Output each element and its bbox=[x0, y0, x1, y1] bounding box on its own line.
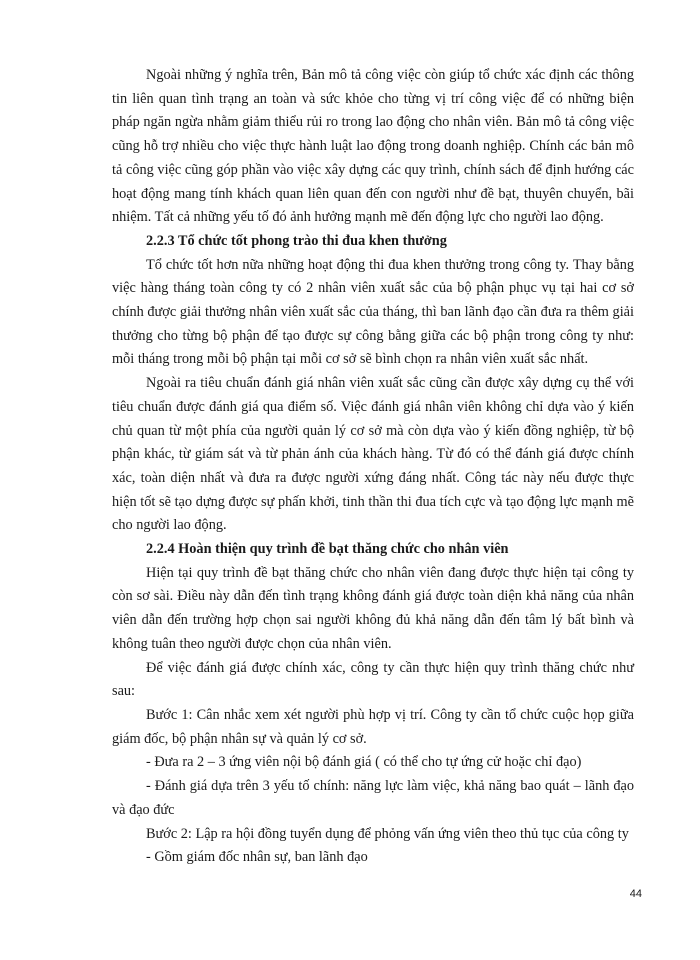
paragraph-promotion-intro: Để việc đánh giá được chính xác, công ty cần thực hiện quy trình thăng chức như sau: bbox=[112, 659, 634, 700]
list-item: - Đưa ra 2 – 3 ứng viên nội bộ đánh giá ( có thể cho tự ứng cử hoặc chỉ đạo) bbox=[146, 754, 582, 771]
paragraph-promotion-current: Hiện tại quy trình đề bạt thăng chức cho nhân viên đang được thực hiện tại công ty còn sơ sài. Điều này dẫn đến tình trạng không đánh giá được toàn diện khả năng của nhân viên dẫn đến trường hợp chọn sai người không đủ khả năng dẫn đến tâm lý bất bình và không tuân theo người được chọn của nhân viên. bbox=[112, 564, 634, 652]
paragraph-step-2: Bước 2: Lập ra hội đồng tuyển dụng để phỏng vấn ứng viên theo thủ tục của công ty bbox=[146, 825, 629, 842]
heading-2-2-3: 2.2.3 Tổ chức tốt phong trào thi đua khen thưởng bbox=[146, 232, 447, 249]
page-number: 44 bbox=[629, 888, 642, 900]
body-text bbox=[112, 64, 634, 870]
list-item: - Gồm giám đốc nhân sự, ban lãnh đạo bbox=[146, 849, 368, 866]
paragraph-job-description: Ngoài những ý nghĩa trên, Bản mô tả công việc còn giúp tổ chức xác định các thông tin liên quan tình trạng an toàn và sức khỏe cho từng vị trí công việc để có những biện pháp ngăn ngừa nhằm giảm thiểu rủi ro trong lao động cho nhân viên. Bản mô tả công việc cũng hỗ trợ nhiều cho việc thực hành luật lao động trong doanh nghiệp. Chính các bản mô tả công việc cũng góp phần vào việc xây dựng các quy trình, chính sách để định hướng các hoạt động mang tính khách quan liên quan đến con người như đề bạt, thuyên chuyển, bãi nhiệm. Tất cả những yếu tố đó ảnh hưởng mạnh mẽ đến động lực cho người lao động. bbox=[112, 67, 634, 226]
list-item: - Đánh giá dựa trên 3 yếu tố chính: năng lực làm việc, khả năng bao quát – lãnh đạo và đạo đức bbox=[112, 778, 634, 818]
paragraph-emulation: Tổ chức tốt hơn nữa những hoạt động thi đua khen thưởng trong công ty. Thay bằng việc hàng tháng toàn công ty có 2 nhân viên xuất sắc của bộ phận phục vụ tại hai cơ sở chính được giải thưởng nhân viên xuất sắc của tháng, thì ban lãnh đạo cần đưa ra thêm giải thưởng cho từng bộ phận để tạo được sự công bằng giữa các bộ phận trong công ty như: mỗi tháng trong mỗi bộ phận tại mỗi cơ sở sẽ bình chọn ra nhân viên xuất sắc nhất. bbox=[112, 256, 634, 368]
heading-2-2-4: 2.2.4 Hoàn thiện quy trình đề bạt thăng chức cho nhân viên bbox=[146, 541, 509, 558]
paragraph-evaluation-criteria: Ngoài ra tiêu chuẩn đánh giá nhân viên xuất sắc cũng cần được xây dựng cụ thể với tiêu chuẩn được đánh giá qua điểm số. Việc đánh giá nhân viên không chỉ dựa vào ý kiến chủ quan từ một phía của người quản lý cơ sở mà còn dựa vào ý kiến đồng nghiệp, từ bộ phận khác, từ giám sát và từ phản ánh của khách hàng. Từ đó có thể đánh giá được chính xác, toàn diện nhất và đưa ra được người xứng đáng nhất. Công tác này nếu được thực hiện tốt sẽ tạo dựng được sự phấn khởi, tinh thần thi đua tích cực và tạo động lực mạnh mẽ cho người lao động. bbox=[112, 375, 634, 534]
paragraph-step-1: Bước 1: Cân nhắc xem xét người phù hợp vị trí. Công ty cần tổ chức cuộc họp giữa giám đốc, bộ phận nhân sự và quản lý cơ sở. bbox=[112, 706, 634, 747]
